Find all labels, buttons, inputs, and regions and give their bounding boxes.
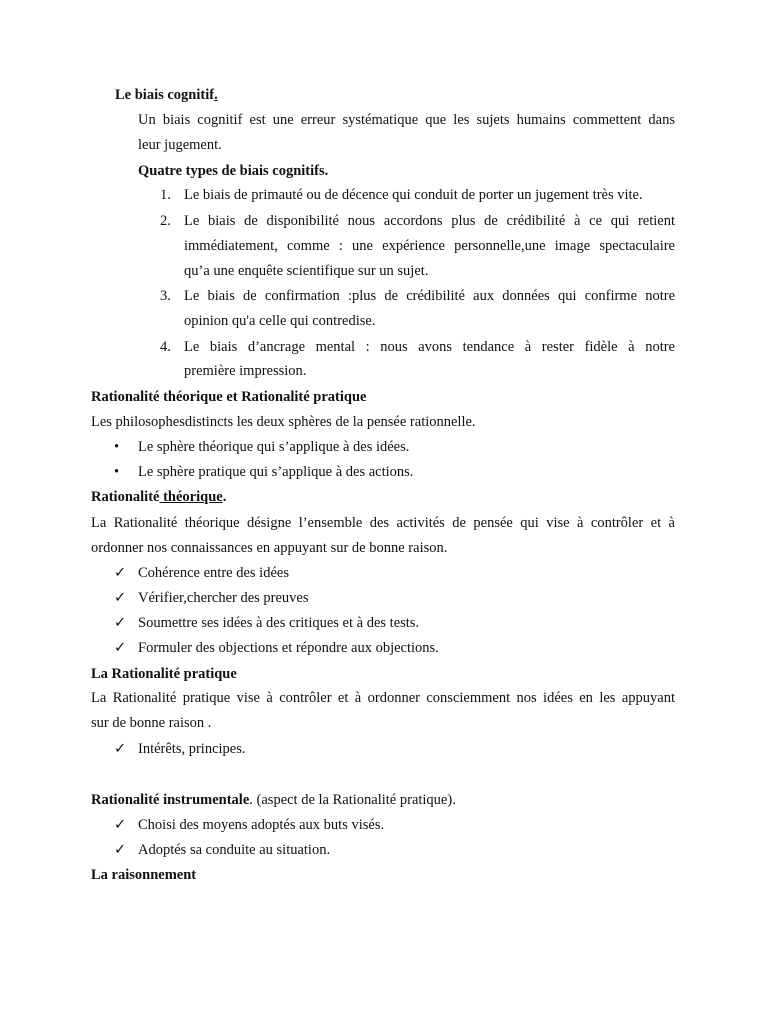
bullet-icon: • bbox=[114, 464, 120, 480]
list-item: Adoptés sa conduite au situation. bbox=[138, 842, 331, 858]
theorique-paragraph-line2: ordonner nos connaissances en appuyant sur de bonne raison. bbox=[91, 540, 448, 556]
biais-definition-line1: Un biais cognitif est une erreur systématique que les sujets humains commettent dans bbox=[138, 112, 675, 128]
checkmark-icon: ✓ bbox=[114, 565, 127, 581]
list-item-text: qu’a une enquête scientifique sur un sujet. bbox=[184, 263, 429, 279]
list-item: Formuler des objections et répondre aux objections. bbox=[138, 640, 439, 656]
list-number: 1. bbox=[160, 187, 171, 203]
list-item-text: Le biais d’ancrage mental : nous avons tendance à rester fidèle à notre bbox=[184, 339, 675, 355]
list-item: Cohérence entre des idées bbox=[138, 565, 289, 581]
checkmark-icon: ✓ bbox=[114, 615, 127, 631]
list-item-text: Le biais de confirmation :plus de crédibilité aux données qui confirme notre bbox=[184, 288, 675, 304]
list-item: Le sphère pratique qui s’applique à des actions. bbox=[138, 464, 414, 480]
list-item: Vérifier,chercher des preuves bbox=[138, 590, 309, 606]
list-item: Intérêts, principes. bbox=[138, 741, 246, 757]
list-item: Choisi des moyens adoptés aux buts visés. bbox=[138, 817, 385, 833]
list-item-text: opinion qu'a celle qui contredise. bbox=[184, 313, 376, 329]
list-item-text: Le biais de disponibilité nous accordons plus de crédibilité à ce qui retient bbox=[184, 213, 675, 229]
list-item-text: première impression. bbox=[184, 363, 307, 379]
types-heading: Quatre types de biais cognitifs. bbox=[138, 163, 329, 179]
bullet-icon: • bbox=[114, 439, 120, 455]
list-number: 4. bbox=[160, 339, 171, 355]
pratique-paragraph-line1: La Rationalité pratique vise à contrôler et à ordonner consciemment nos idées en les appuyant bbox=[91, 690, 675, 706]
theorique-heading: Rationalité théorique. bbox=[91, 489, 227, 505]
pratique-paragraph-line2: sur de bonne raison . bbox=[91, 715, 212, 731]
instrumentale-heading: Rationalité instrumentale. (aspect de la Rationalité pratique). bbox=[91, 792, 456, 808]
pratique-heading: La Rationalité pratique bbox=[91, 666, 237, 682]
section-title-biais bbox=[115, 86, 218, 104]
list-item-text: immédiatement, comme : une expérience personnelle,une image spectaculaire bbox=[184, 238, 675, 254]
biais-title-dot: . bbox=[214, 87, 218, 103]
biais-definition-line2: leur jugement. bbox=[138, 137, 222, 153]
list-item: Soumettre ses idées à des critiques et à des tests. bbox=[138, 615, 420, 631]
biais-title: Le biais cognitif bbox=[115, 87, 215, 103]
theorique-paragraph-line1: La Rationalité théorique désigne l’ensemble des activités de pensée qui vise à contrôler et à bbox=[91, 515, 675, 531]
rationalite-intro: Les philosophesdistincts les deux sphères de la pensée rationnelle. bbox=[91, 414, 476, 430]
list-number: 2. bbox=[160, 213, 171, 229]
checkmark-icon: ✓ bbox=[114, 842, 127, 858]
raisonnement-heading: La raisonnement bbox=[91, 867, 197, 883]
rationalite-heading: Rationalité théorique et Rationalité pratique bbox=[91, 389, 367, 405]
checkmark-icon: ✓ bbox=[114, 590, 127, 606]
list-number: 3. bbox=[160, 288, 171, 304]
checkmark-icon: ✓ bbox=[114, 817, 127, 833]
list-item-text: Le biais de primauté ou de décence qui conduit de porter un jugement très vite. bbox=[184, 187, 643, 203]
checkmark-icon: ✓ bbox=[114, 741, 127, 757]
list-item: Le sphère théorique qui s’applique à des idées. bbox=[138, 439, 410, 455]
checkmark-icon: ✓ bbox=[114, 640, 127, 656]
